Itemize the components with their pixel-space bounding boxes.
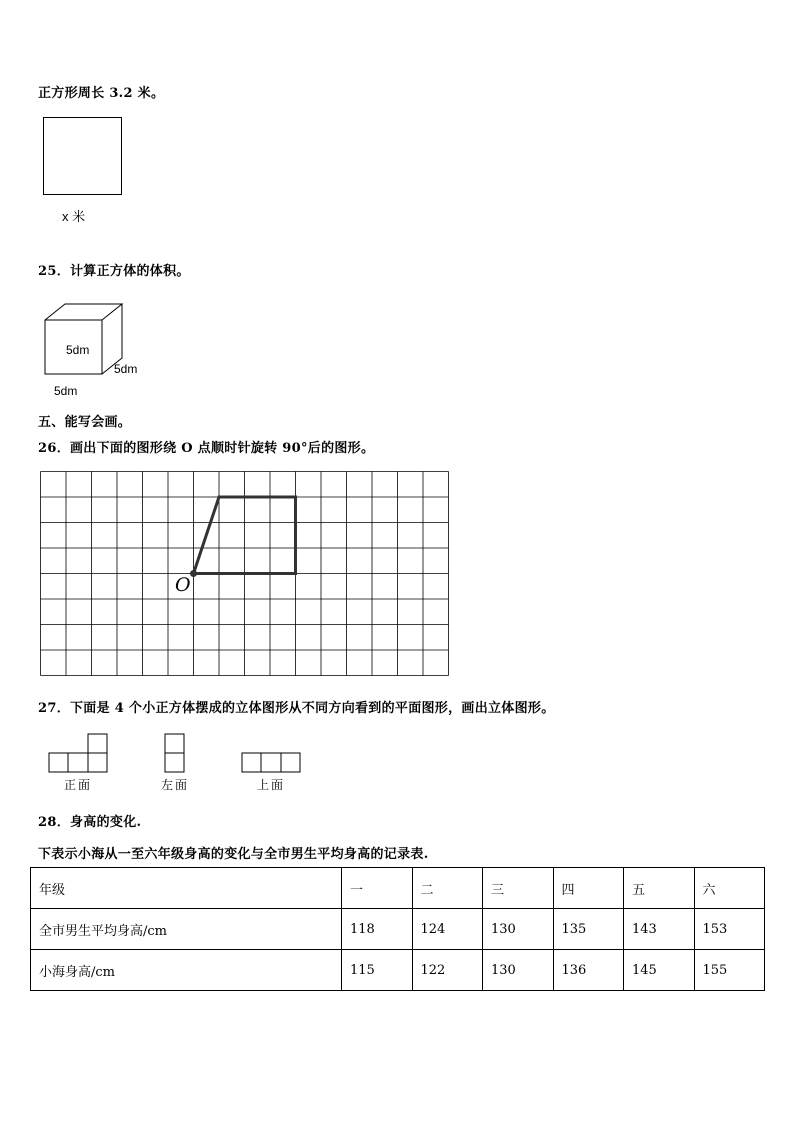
front-view <box>49 734 107 772</box>
view-label-front: 正面 <box>64 778 93 792</box>
table-cell: 一 <box>342 868 413 909</box>
point-o <box>190 570 197 577</box>
table-cell: 小海身高/cm <box>31 950 342 991</box>
table-cell: 143 <box>624 909 695 950</box>
cube-bottom-label: 5dm <box>54 384 78 398</box>
table-cell: 118 <box>342 909 413 950</box>
height-table <box>30 867 765 991</box>
table-row <box>31 950 765 991</box>
top-view <box>242 753 300 772</box>
table-cell: 五 <box>624 868 695 909</box>
table-cell: 153 <box>694 909 765 950</box>
left-view <box>165 734 184 772</box>
table-cell: 三 <box>483 868 554 909</box>
rotation-grid <box>40 471 450 681</box>
table-cell: 155 <box>694 950 765 991</box>
table-cell: 122 <box>412 950 483 991</box>
cube-side-label: 5dm <box>114 362 138 376</box>
q25-text: 25．计算正方体的体积。 <box>38 264 190 279</box>
table-cell: 136 <box>553 950 624 991</box>
q28-desc: 下表示小海从一至六年级身高的变化与全市男生平均身高的记录表. <box>38 847 429 862</box>
table-cell: 全市男生平均身高/cm <box>31 909 342 950</box>
view-label-left: 左面 <box>161 778 190 792</box>
table-cell: 二 <box>412 868 483 909</box>
table-cell: 135 <box>553 909 624 950</box>
table-cell: 四 <box>553 868 624 909</box>
table-cell: 124 <box>412 909 483 950</box>
table-cell: 130 <box>483 950 554 991</box>
section5-title: 五、能写会画。 <box>38 415 132 430</box>
three-views-figure <box>48 732 308 777</box>
table-row <box>31 909 765 950</box>
q28-text: 28．身高的变化. <box>38 815 142 830</box>
q27-text: 27．下面是 4 个小正方体摆成的立体图形从不同方向看到的平面图形，画出立体图形。 <box>38 701 555 716</box>
q24-text: 正方形周长 3.2 米。 <box>38 86 165 101</box>
table-cell: 年级 <box>31 868 342 909</box>
table-cell: 145 <box>624 950 695 991</box>
table-cell: 115 <box>342 950 413 991</box>
cube-front-label: 5dm <box>66 343 90 357</box>
point-o-label: O <box>175 574 191 596</box>
square-figure <box>43 117 122 195</box>
square-side-label: x 米 <box>62 209 86 224</box>
table-cell: 六 <box>694 868 765 909</box>
view-label-top: 上面 <box>257 778 286 792</box>
q26-text: 26．画出下面的图形绕 O 点顺时针旋转 90°后的图形。 <box>38 441 375 456</box>
table-header-row <box>31 868 765 909</box>
table-cell: 130 <box>483 909 554 950</box>
